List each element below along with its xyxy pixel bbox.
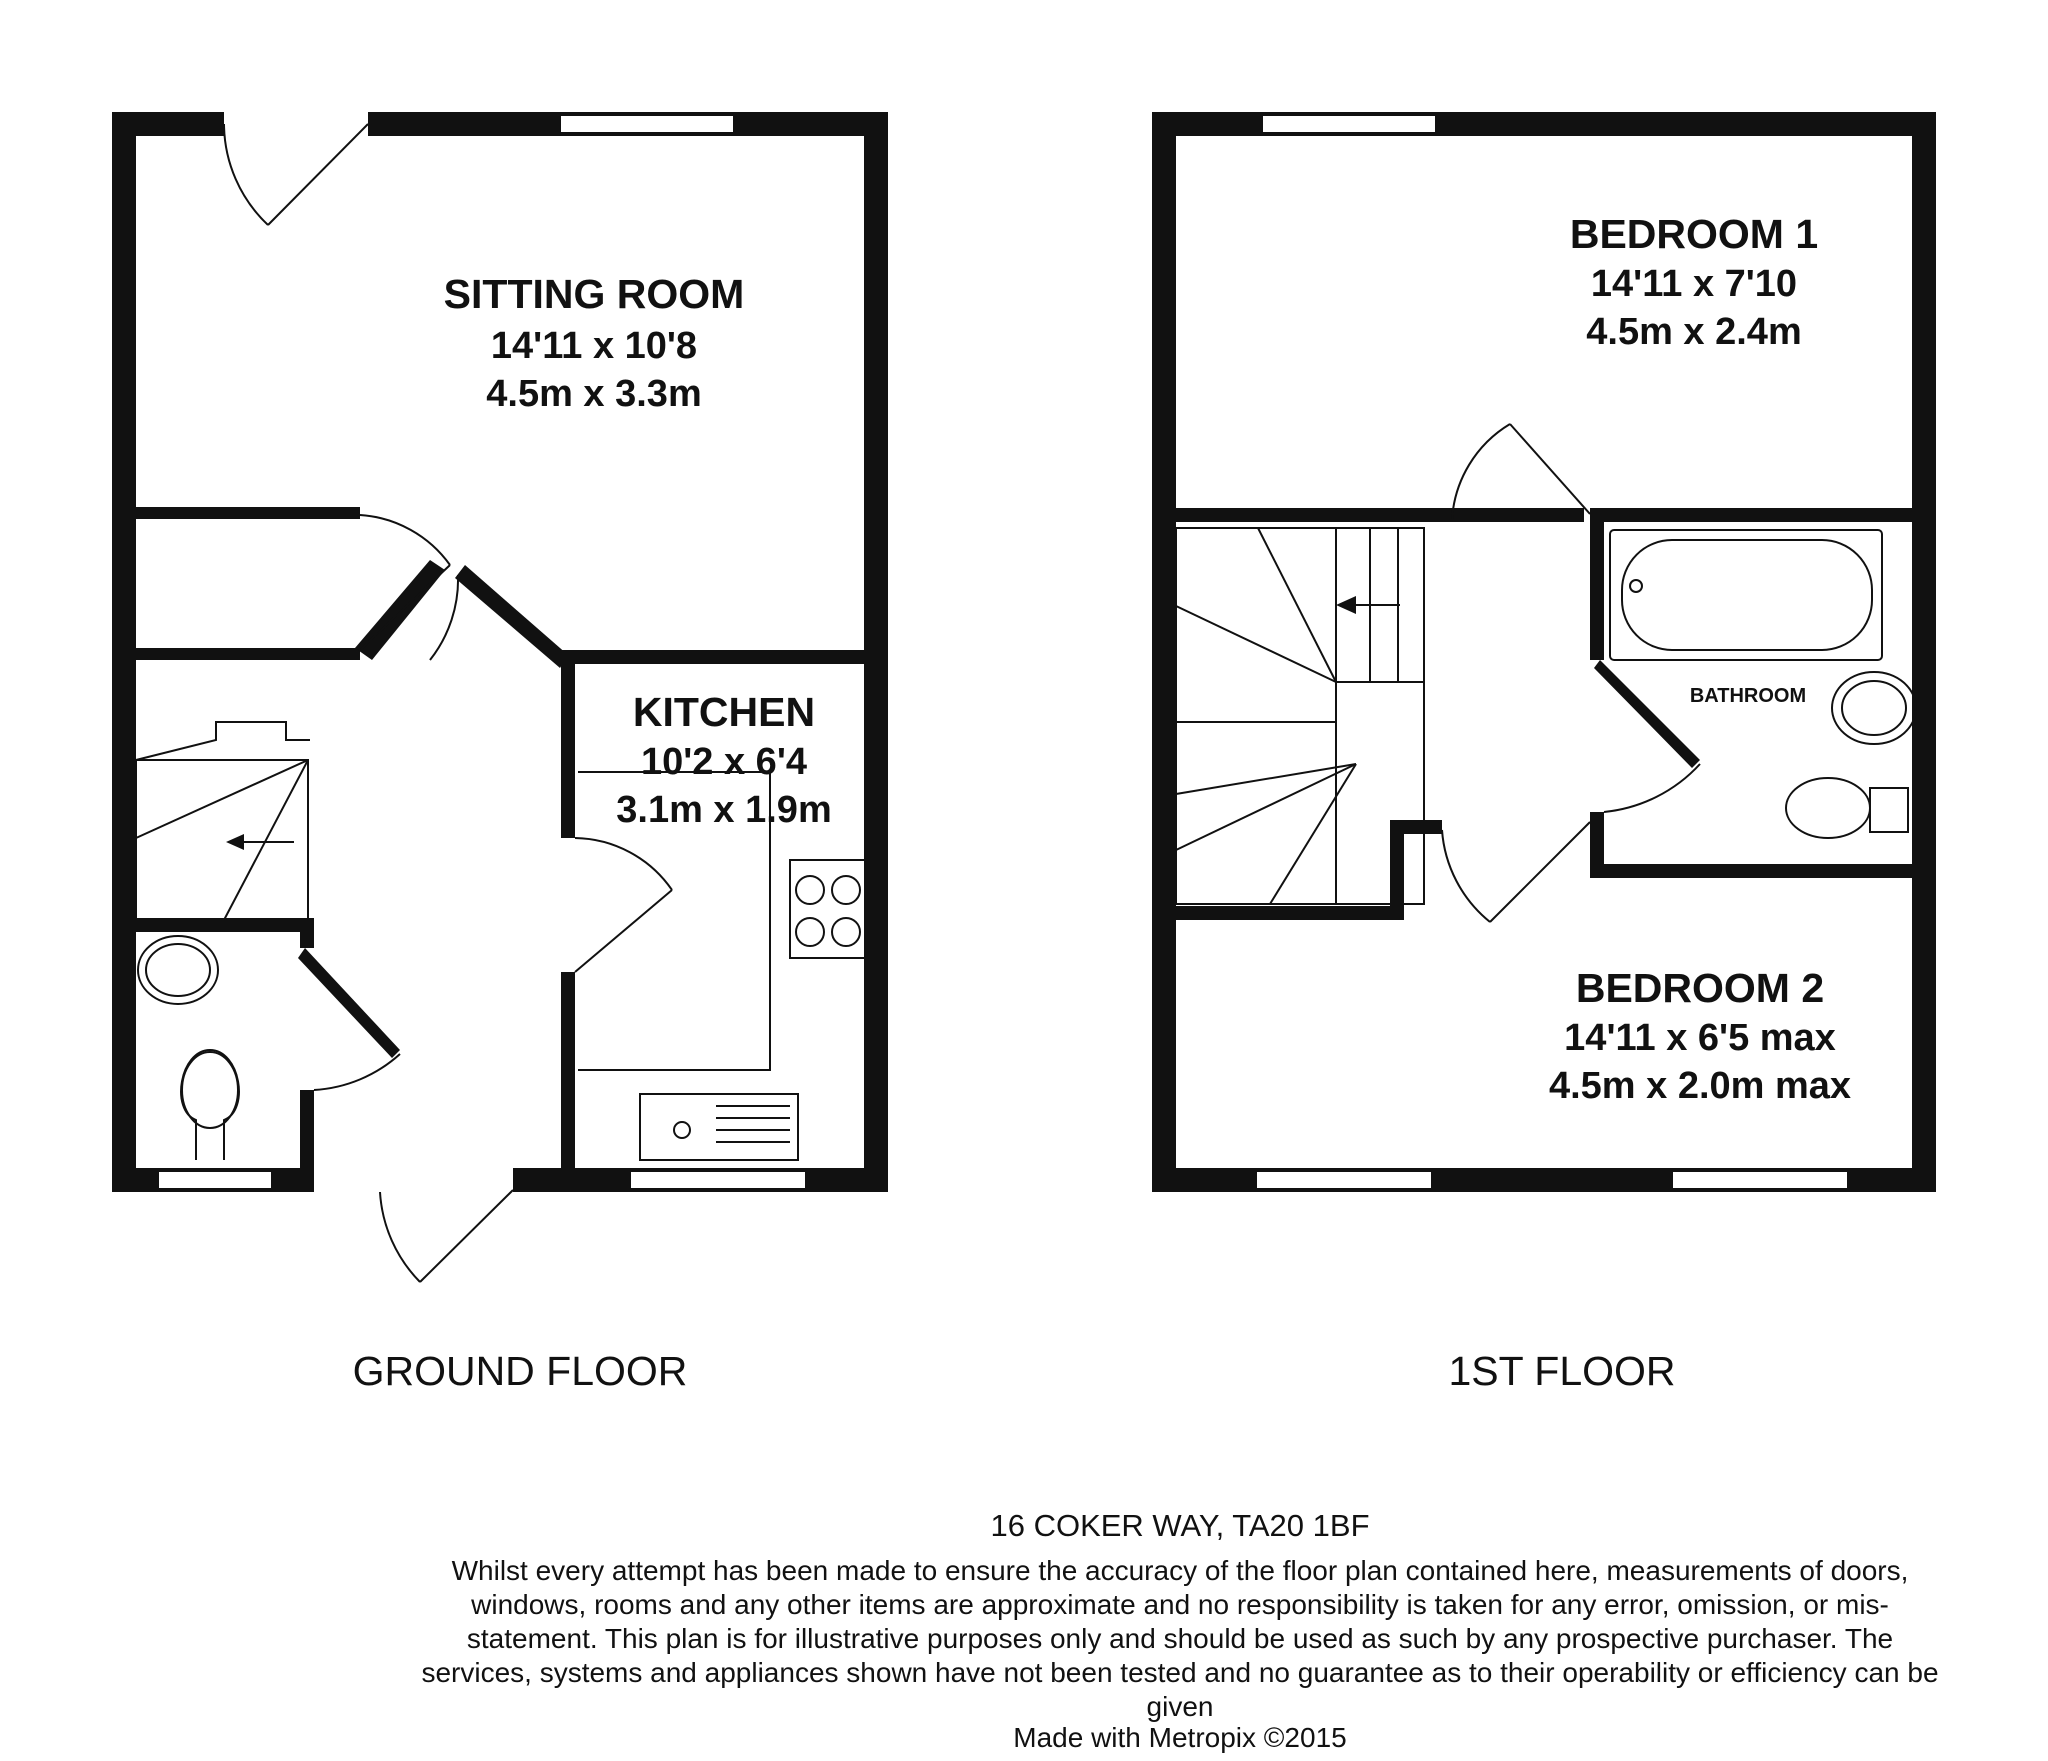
metropix-credit: Made with Metropix ©2015 xyxy=(1013,1722,1347,1753)
first-floor-stairs xyxy=(1176,528,1424,904)
wc-basin-icon xyxy=(138,936,218,1004)
kitchen-sink-icon xyxy=(640,1094,798,1160)
bathroom-door-wall xyxy=(1594,660,1700,768)
bath-icon xyxy=(1610,530,1882,660)
property-address: 16 COKER WAY, TA20 1BF xyxy=(990,1508,1370,1543)
bedroom1-dim-metric: 4.5m x 2.4m xyxy=(1586,311,1802,353)
bathroom-name: BATHROOM xyxy=(1689,685,1807,707)
toilet-icon xyxy=(181,1050,239,1160)
bedroom2-door-swing xyxy=(1442,830,1490,922)
sitting-room-name: SITTING ROOM xyxy=(443,271,745,317)
landing-stairs-arrow-icon xyxy=(1336,596,1356,614)
bathroom-wall-bottom xyxy=(1590,864,1912,878)
bedroom2-name: BEDROOM 2 xyxy=(1575,965,1825,1011)
bedroom2-dim-imperial: 14'11 x 6'5 max xyxy=(1564,1017,1836,1059)
ground-wall-left xyxy=(112,112,136,1192)
hob-ring-2-icon xyxy=(832,876,860,904)
wc-wall-right-lower xyxy=(300,1090,314,1192)
sink-drain-icon xyxy=(674,1122,690,1138)
wc-window xyxy=(158,1171,272,1189)
sitting-room-door-swing xyxy=(224,124,268,225)
bathroom-wall-left-upper xyxy=(1590,520,1604,660)
ground-wall-top-left xyxy=(112,112,224,136)
ground-floor-label: GROUND FLOOR xyxy=(352,1348,688,1394)
kitchen-dim-metric: 3.1m x 1.9m xyxy=(616,789,832,831)
landing-wall-bottom-left xyxy=(1176,906,1402,920)
hall-wall-diagonal-right xyxy=(455,565,568,668)
hob-ring-3-icon xyxy=(796,918,824,946)
bedroom1-name: BEDROOM 1 xyxy=(1569,211,1819,257)
ground-stairs xyxy=(136,722,310,920)
wc-wall-top xyxy=(136,918,312,932)
sitting-room-dim-imperial: 14'11 x 10'8 xyxy=(490,325,698,367)
kitchen-name: KITCHEN xyxy=(632,689,816,735)
first-floor-plan xyxy=(1152,112,1936,1394)
kitchen-wall-left-lower xyxy=(561,972,575,1192)
kitchen-dim-imperial: 10'2 x 6'4 xyxy=(641,741,807,783)
sitting-room-window xyxy=(560,115,734,133)
kitchen-door-leaf xyxy=(575,890,672,972)
wc-wall-right xyxy=(300,918,314,948)
first-floor-label: 1ST FLOOR xyxy=(1448,1348,1676,1394)
cupboard-door-leaf xyxy=(360,565,450,650)
wc-basin-inner-icon xyxy=(146,944,210,996)
sitting-room-dim-metric: 4.5m x 3.3m xyxy=(486,373,702,415)
bedroom2-window-right xyxy=(1672,1171,1848,1189)
bedroom1-door-swing xyxy=(1452,424,1510,520)
cupboard-wall-top xyxy=(136,507,360,519)
first-wall-left xyxy=(1152,112,1176,1192)
bedroom1-dim-imperial: 14'11 x 7'10 xyxy=(1590,263,1798,305)
bedroom1-door-leaf xyxy=(1510,424,1590,514)
hob-ring-4-icon xyxy=(832,918,860,946)
ground-floor-plan xyxy=(112,112,888,1394)
toilet-seat-icon xyxy=(182,1052,238,1128)
kitchen-wall-top xyxy=(560,650,888,664)
cupboard-door-swing xyxy=(360,515,450,565)
kitchen-door-swing xyxy=(575,838,672,890)
sitting-room-door-leaf xyxy=(268,124,368,225)
bathroom-door-swing xyxy=(1604,764,1700,812)
entrance-door-swing xyxy=(380,1192,420,1282)
bath-inner-icon xyxy=(1622,540,1872,650)
kitchen-wall-left-upper xyxy=(561,650,575,838)
bathroom-basin-icon xyxy=(1832,672,1916,744)
bedroom1-wall-bottom-left xyxy=(1176,508,1584,522)
bedroom1-wall-bottom-right xyxy=(1590,508,1912,522)
kitchen-window xyxy=(630,1171,806,1189)
wc-wall-diagonal xyxy=(298,948,400,1058)
stairs-arrow-icon xyxy=(226,834,244,850)
wc-door-swing xyxy=(314,1054,400,1090)
hall-wall-diagonal xyxy=(355,560,445,660)
bedroom1-window xyxy=(1262,115,1436,133)
bath-tap-icon xyxy=(1630,580,1642,592)
bedroom2-dim-metric: 4.5m x 2.0m max xyxy=(1548,1065,1852,1107)
bathroom-basin-inner-icon xyxy=(1842,681,1906,735)
disclaimer-text: Whilst every attempt has been made to ensure the accuracy of the floor plan contained here, measurements of doors, windows, rooms and any other items are approximate and no responsibility is taken for any error, omission, or mis-statement. This plan is for illustrative purposes only and should be used as such by any prospective purchaser. The services, systems and appliances shown have not been tested and no guarantee as to their operability or efficiency can be given xyxy=(421,1555,1939,1722)
hall-door-swing xyxy=(430,575,458,660)
bathroom-toilet-icon xyxy=(1786,778,1870,838)
hob-ring-1-icon xyxy=(796,876,824,904)
entrance-door-leaf xyxy=(420,1190,513,1282)
landing-wall-step-top xyxy=(1390,820,1442,834)
hall-wall-top xyxy=(136,648,360,660)
bathroom-cistern-icon xyxy=(1870,788,1908,832)
bedroom2-door-leaf xyxy=(1490,822,1590,922)
bedroom2-window-left xyxy=(1256,1171,1432,1189)
first-wall-right xyxy=(1912,112,1936,1192)
